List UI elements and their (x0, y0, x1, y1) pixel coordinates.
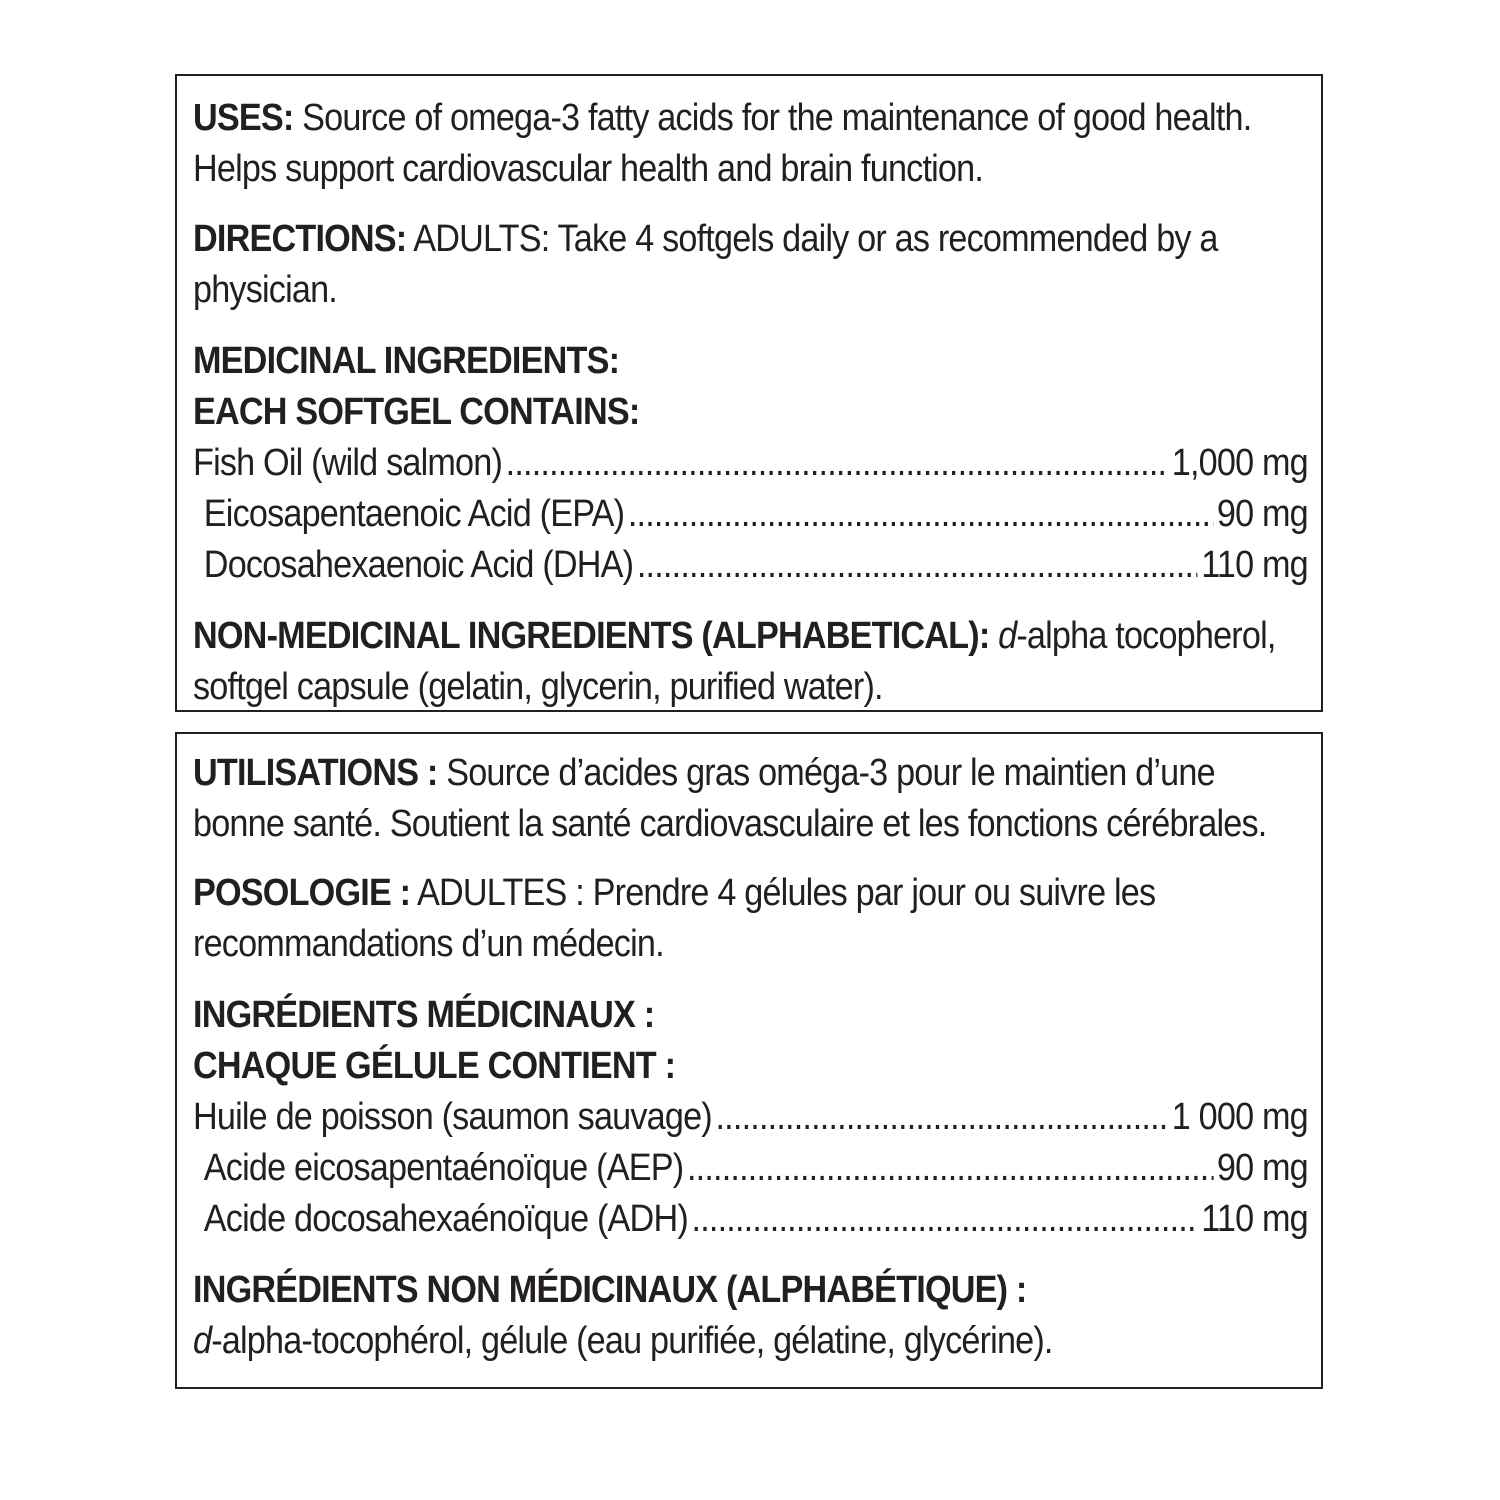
non-medicinal-text: -alpha tocopherol, softgel capsule (gelatin, glycerin, purified water). (193, 615, 1276, 708)
each-softgel-heading: EACH SOFTGEL CONTAINS: (193, 391, 640, 433)
dot-leader (628, 489, 1213, 540)
ingredient-amount: 110 mg (1201, 1198, 1308, 1240)
ingredient-name: Acide docosahexaénoïque (ADH) (203, 1198, 688, 1240)
utilisations-label: UTILISATIONS : (193, 752, 438, 794)
posologie-label: POSOLOGIE : (193, 872, 411, 914)
ingredient-amount: 1 000 mg (1171, 1096, 1308, 1138)
uses-label: USES: (193, 97, 294, 139)
ingredient-row (193, 1143, 1308, 1194)
dot-leader (637, 540, 1198, 591)
posologie-section (193, 868, 1308, 970)
posologie-text: ADULTES : Prendre 4 gélules par jour ou suivre les recommandations d’un médecin. (193, 872, 1156, 965)
medicinal-ingredients-section (193, 336, 1308, 591)
utilisations-text: Source d’acides gras oméga-3 pour le maintien d’une bonne santé. Soutient la santé cardiovasculaire et les fonctions cérébrales. (193, 752, 1267, 845)
english-label-panel (175, 74, 1323, 712)
uses-section (193, 93, 1308, 195)
ingredient-name: Eicosapentaenoic Acid (EPA) (203, 493, 625, 535)
ingredient-row (193, 489, 1308, 540)
french-label-panel (175, 732, 1323, 1389)
ingredient-amount: 90 mg (1216, 1147, 1308, 1189)
medicinal-ingredients-heading: MEDICINAL INGREDIENTS: (193, 340, 620, 382)
directions-label: DIRECTIONS: (193, 218, 407, 260)
directions-section (193, 214, 1308, 316)
ingredient-amount: 1,000 mg (1171, 442, 1308, 484)
ingredient-name: Docosahexaenoic Acid (DHA) (203, 544, 634, 586)
ingredient-row (193, 438, 1308, 489)
dot-leader (506, 438, 1169, 489)
dot-leader (687, 1143, 1213, 1194)
dot-leader (692, 1194, 1198, 1245)
ingredient-amount: 110 mg (1201, 544, 1308, 586)
ingredient-name: Acide eicosapentaénoïque (AEP) (203, 1147, 684, 1189)
non-medicinaux-text: -alpha-tocophérol, gélule (eau purifiée, gélatine, glycérine). (211, 1320, 1053, 1362)
utilisations-section (193, 748, 1308, 850)
ingredient-row (193, 540, 1308, 591)
non-medicinaux-label: INGRÉDIENTS NON MÉDICINAUX (ALPHABÉTIQUE) : (193, 1269, 1027, 1311)
uses-text: Source of omega-3 fatty acids for the maintenance of good health. Helps support cardiovascular health and brain function. (193, 97, 1252, 190)
italic-prefix: d (193, 1320, 212, 1362)
ingredient-name: Huile de poisson (saumon sauvage) (193, 1096, 712, 1138)
directions-text: ADULTS: Take 4 softgels daily or as recommended by a physician. (193, 218, 1218, 311)
ingredients-medicinaux-section (193, 990, 1308, 1245)
non-medicinal-section (193, 611, 1308, 713)
ingredients-non-medicinaux-section (193, 1265, 1308, 1367)
ingredient-row (193, 1092, 1308, 1143)
italic-prefix: d (998, 615, 1017, 657)
ingredient-name: Fish Oil (wild salmon) (193, 442, 503, 484)
non-medicinal-label: NON-MEDICINAL INGREDIENTS (ALPHABETICAL): (193, 615, 990, 657)
dot-leader (715, 1092, 1168, 1143)
ingredients-medicinaux-heading: INGRÉDIENTS MÉDICINAUX : (193, 994, 655, 1036)
ingredient-amount: 90 mg (1216, 493, 1308, 535)
chaque-gelule-heading: CHAQUE GÉLULE CONTIENT : (193, 1045, 676, 1087)
ingredient-row (193, 1194, 1308, 1245)
